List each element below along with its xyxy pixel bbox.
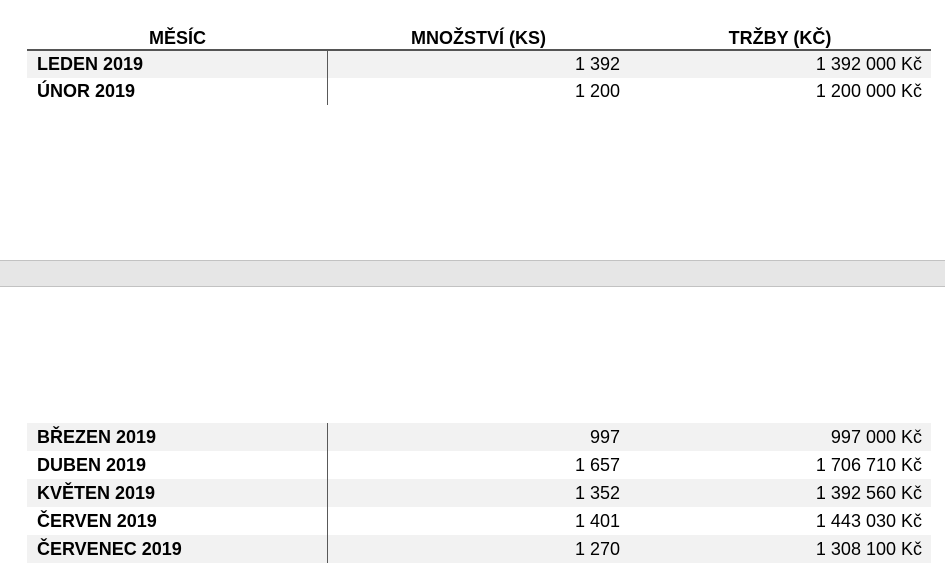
month-cell: ČERVENEC 2019: [27, 535, 328, 563]
sales-table-page2: [27, 423, 931, 563]
table-row-kveten: [27, 479, 931, 507]
month-cell: KVĚTEN 2019: [27, 479, 328, 507]
month-cell: LEDEN 2019: [27, 51, 328, 78]
month-cell: ČERVEN 2019: [27, 507, 328, 535]
column-header-quantity: MNOŽSTVÍ (KS): [411, 28, 546, 48]
table-row-unor: [27, 78, 931, 105]
revenue-cell: 1 392 000 Kč: [815, 54, 922, 74]
revenue-cell: 1 443 030 Kč: [815, 511, 922, 531]
revenue-cell: 1 200 000 Kč: [815, 81, 922, 101]
qty-cell: 1 352: [574, 483, 620, 503]
table-row-brezen: [27, 423, 931, 451]
revenue-cell: 1 392 560 Kč: [815, 483, 922, 503]
table-row-cerven: [27, 507, 931, 535]
month-cell: ÚNOR 2019: [27, 78, 328, 105]
table-row-leden: [27, 51, 931, 78]
qty-cell: 1 657: [574, 455, 620, 475]
column-header-month: MĚSÍC: [148, 28, 206, 48]
qty-cell: 1 200: [574, 81, 620, 101]
sales-table-page1: [27, 25, 931, 105]
month-cell: BŘEZEN 2019: [27, 423, 328, 451]
qty-cell: 1 270: [574, 539, 620, 559]
page-break-separator: [0, 260, 945, 287]
qty-cell: 1 401: [574, 511, 620, 531]
table-row-duben: [27, 451, 931, 479]
column-header-revenue: TRŽBY (KČ): [728, 28, 832, 48]
table-header-row: [27, 25, 931, 51]
revenue-cell: 1 308 100 Kč: [815, 539, 922, 559]
qty-cell: 997: [589, 427, 620, 447]
revenue-cell: 997 000 Kč: [830, 427, 922, 447]
table-row-cervenec: [27, 535, 931, 563]
qty-cell: 1 392: [574, 54, 620, 74]
revenue-cell: 1 706 710 Kč: [815, 455, 922, 475]
month-cell: DUBEN 2019: [27, 451, 328, 479]
